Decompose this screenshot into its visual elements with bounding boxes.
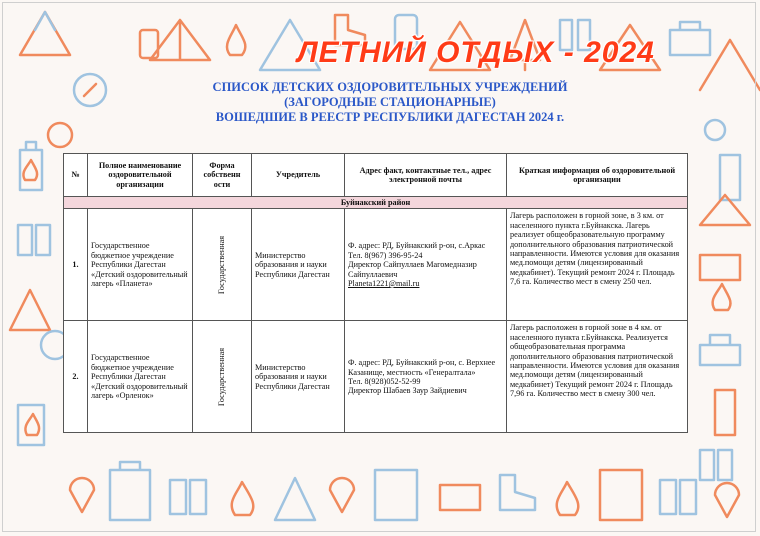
row-founder: Министерство образования и науки Республики Дагестан [252, 209, 345, 321]
header-founder: Учредитель [252, 154, 345, 197]
row-email-link[interactable]: Planeta1221@mail.ru [348, 279, 420, 289]
row-founder: Министерство образования и науки Республики Дагестан [252, 321, 345, 433]
row-address-line: Директор Сайпуллаев Магомедназир Сайпуллаевич [348, 260, 477, 279]
header-form: Форма собственн ости [193, 154, 252, 197]
row-address-line: Тел. 8(967) 396-95-24 [348, 250, 423, 260]
header-num: № [64, 154, 88, 197]
document-heading [160, 80, 620, 125]
table-row [64, 209, 688, 321]
row-num: 2. [64, 321, 88, 433]
row-address-cell [345, 321, 507, 433]
heading-line-3: ВОШЕДШИЕ В РЕЕСТР РЕСПУБЛИКИ ДАГЕСТАН 2024 г. [215, 110, 565, 124]
heading-line-2: (ЗАГОРОДНЫЕ СТАЦИОНАРНЫЕ) [284, 95, 496, 109]
header-address: Адрес факт, контактные тел., адрес электронной почты [345, 154, 507, 197]
table-row [64, 321, 688, 433]
row-form-cell [193, 321, 252, 433]
row-form: Государственная [217, 235, 227, 294]
registry-table [63, 153, 688, 433]
banner-title: ЛЕТНИЙ ОТДЫХ - 2024 [297, 36, 655, 69]
row-info: Лагерь расположен в горной зоне в 4 км. от населенного пункта г.Буйнакска. Реализуется общеобразовательная программа дополнительного образования патриотической направленности. Имеются условия для оказания мед.помощи детям (лицензированный медкабинет) Текущий ремонт 2024 г. Площадь 7,96 га. Количество мест в смену 300 чел. [507, 321, 688, 433]
row-num: 1. [64, 209, 88, 321]
row-name: Государственное бюджетное учреждение Республики Дагестан «Детский оздоровительный лагерь «Планета» [88, 209, 193, 321]
row-address-cell [345, 209, 507, 321]
region-label: Буйнакский район [64, 197, 688, 209]
row-address-line: Ф. адрес: РД, Буйнакский р-он, с.Аркас [348, 241, 486, 251]
row-form: Государственная [217, 347, 227, 406]
row-form-cell [193, 209, 252, 321]
header-info: Краткая информация об оздоровительной организации [507, 154, 688, 197]
row-address-line: Ф. адрес: РД, Буйнакский р-он, с. Верхнее Казанище, местность «Генералтала» [348, 358, 496, 377]
table-header-row [64, 154, 688, 197]
header-name: Полное наименование оздоровительной организации [88, 154, 193, 197]
row-address-line: Тел. 8(928)052-52-99 [348, 376, 421, 386]
row-info: Лагерь расположен в горной зоне, в 3 км. от населенного пункта г.Буйнакска. Лагерь реализует общеобразовательную программу дополнительного образования патриотической направленности. Имеются условия для оказания мед.помощи детям (лицензированный медкабинет). Текущий ремонт 2024 г. Площадь 7,6 га. Количество мест в смену 250 чел. [507, 209, 688, 321]
row-name: Государственное бюджетное учреждение Республики Дагестан «Детский оздоровительный лагерь «Орленок» [88, 321, 193, 433]
heading-line-1: СПИСОК ДЕТСКИХ ОЗДОРОВИТЕЛЬНЫХ УЧРЕЖДЕНИЙ [212, 80, 568, 94]
region-row [64, 197, 688, 209]
row-address-line: Директор Шабаев Заур Зайдиевич [348, 386, 467, 396]
